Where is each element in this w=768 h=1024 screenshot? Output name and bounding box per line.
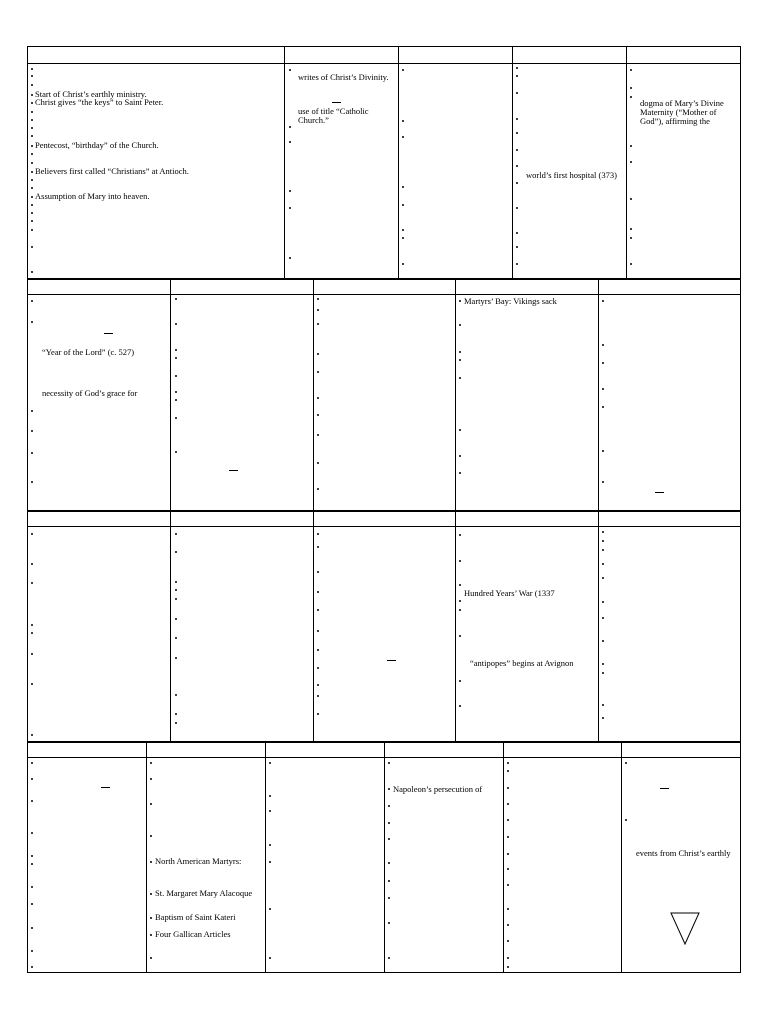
row-2-header-line [27,294,741,295]
row2-cell5-dash [655,492,664,493]
bullet [630,263,632,265]
row1-cell2-text-1: writes of Christ’s Divinity. [298,72,389,82]
bullet [31,778,33,780]
bullet [175,349,177,351]
bullet [317,298,319,300]
bullet [31,481,33,483]
bullet [402,186,404,188]
row4-cell2-text-3: Baptism of Saint Kateri [155,912,236,922]
bullet [175,618,177,620]
row-3-header-line [27,526,741,527]
bullet [289,69,291,71]
bullet [630,161,632,163]
bullet [31,127,33,129]
bullet [31,84,33,86]
row-3-divider-3 [455,511,456,742]
row2-cell1-text-1: “Year of the Lord” (c. 527) [42,347,135,357]
bullet [602,388,604,390]
bullet [31,430,33,432]
bullet [516,118,518,120]
bullet [31,762,33,764]
bullet [507,836,509,838]
bullet [317,488,319,490]
row3-cell4-text-1: Hundred Years’ War (1337 [464,588,555,598]
bullet [602,540,604,542]
bullet [317,397,319,399]
bullet [31,196,33,198]
bullet [31,886,33,888]
bullet [459,472,461,474]
bullet [31,229,33,231]
bullet [625,762,627,764]
bullet [269,908,271,910]
bullet [150,803,152,805]
row-1-divider-2 [398,46,399,279]
bullet [507,803,509,805]
bullet [31,927,33,929]
row-4-divider-3 [384,742,385,973]
bullet [175,451,177,453]
bullet [459,351,461,353]
bullet [150,778,152,780]
bullet [625,819,627,821]
bullet [317,609,319,611]
bullet [175,533,177,535]
bullet [31,111,33,113]
bullet [317,414,319,416]
row3-cell4-text-2: “antipopes” begins at Avignon [470,658,574,668]
bullet [516,67,518,69]
bullet [388,805,390,807]
bullet [31,220,33,222]
bullet [507,853,509,855]
bullet [31,452,33,454]
row-3-divider-2 [313,511,314,742]
bullet [269,795,271,797]
bullet [459,377,461,379]
bullet [602,481,604,483]
row-2-divider-2 [313,279,314,511]
row4-cell6-text-1: events from Christ’s earthly [636,848,731,858]
bullet [602,362,604,364]
bullet [150,893,152,895]
bullet [269,957,271,959]
bullet [516,165,518,167]
bullet [516,75,518,77]
bullet [31,832,33,834]
bullet [630,198,632,200]
bullet [459,609,461,611]
bullet [630,237,632,239]
bullet [269,861,271,863]
bullet [388,838,390,840]
bullet [317,591,319,593]
bullet [602,450,604,452]
row4-cell2-text-2: St. Margaret Mary Alacoque [155,888,253,898]
bullet [388,880,390,882]
row-2-divider-1 [170,279,171,511]
bullet [175,694,177,696]
bullet [150,917,152,919]
bullet [507,966,509,968]
bullet [150,762,152,764]
bullet [602,344,604,346]
bullet [317,695,319,697]
bullet [507,940,509,942]
bullet [516,207,518,209]
bullet [459,455,461,457]
bullet [289,141,291,143]
bullet [602,563,604,565]
bullet [175,657,177,659]
bullet [289,207,291,209]
bullet [31,563,33,565]
bullet [507,819,509,821]
bullet [507,762,509,764]
bullet [516,232,518,234]
bullet [150,934,152,936]
row1-cell1-text-5: Assumption of Mary into heaven. [35,191,150,201]
bullet [31,271,33,273]
bullet [31,94,33,96]
bullet [175,589,177,591]
bullet [402,204,404,206]
row2-cell4-text-1: Martyrs’ Bay: Vikings sack [464,296,557,306]
bullet [459,560,461,562]
bullet [459,359,461,361]
bullet [150,835,152,837]
bullet [459,534,461,536]
bullet [150,957,152,959]
bullet [630,145,632,147]
bullet [459,705,461,707]
bullet [150,861,152,863]
bullet [459,635,461,637]
row3-cell3-dash [387,660,396,661]
timeline-row-3 [27,511,741,742]
bullet [516,149,518,151]
bullet [317,684,319,686]
bullet [459,300,461,302]
bullet [602,577,604,579]
bullet [402,120,404,122]
bullet [31,204,33,206]
bullet [516,132,518,134]
bullet [317,571,319,573]
row4-cell2-text-1: North American Martyrs: [155,856,242,866]
bullet [31,300,33,302]
bullet [31,683,33,685]
bullet [507,957,509,959]
bullet [388,862,390,864]
bullet [388,897,390,899]
bullet [602,717,604,719]
bullet [31,68,33,70]
bullet [602,704,604,706]
bullet [402,237,404,239]
bullet [175,357,177,359]
bullet [31,119,33,121]
bullet [269,844,271,846]
bullet [507,770,509,772]
bullet [31,102,33,104]
bullet [175,637,177,639]
bullet [507,868,509,870]
row-4-divider-2 [265,742,266,973]
row-2-divider-4 [598,279,599,511]
row-1-divider-1 [284,46,285,279]
bullet [31,533,33,535]
bullet [31,632,33,634]
bullet [602,672,604,674]
bullet [507,908,509,910]
bullet [31,863,33,865]
bullet [317,434,319,436]
bullet [388,788,390,790]
row1-cell1-text-1: Start of Christ’s earthly ministry. [35,89,147,99]
bullet [31,179,33,181]
bullet [317,649,319,651]
bullet [602,300,604,302]
row-4-divider-4 [503,742,504,973]
bullet [31,135,33,137]
bullet [269,810,271,812]
bullet [459,600,461,602]
bullet [175,391,177,393]
bullet [602,640,604,642]
bullet [516,92,518,94]
bullet [31,212,33,214]
bullet [402,263,404,265]
bullet [388,762,390,764]
down-triangle-icon [670,912,700,946]
row-4-divider-1 [146,742,147,973]
bullet [388,922,390,924]
row4-cell6-dash [660,788,669,789]
bullet [175,722,177,724]
bullet [602,406,604,408]
bullet [175,581,177,583]
bullet [516,182,518,184]
bullet [31,966,33,968]
bullet [602,549,604,551]
row1-cell2-text-2: use of title “Catholic Church.” [298,106,369,125]
row1-cell5-text-1: dogma of Mary’s Divine Maternity (“Mother of God”), affirming the [640,98,724,126]
bullet [630,96,632,98]
row-1-divider-4 [626,46,627,279]
bullet [175,298,177,300]
bullet [602,617,604,619]
bullet [31,800,33,802]
bullet [31,855,33,857]
bullet [289,126,291,128]
bullet [31,903,33,905]
bullet [31,582,33,584]
bullet [630,87,632,89]
bullet [317,533,319,535]
bullet [516,246,518,248]
bullet [402,229,404,231]
bullet [175,417,177,419]
bullet [317,630,319,632]
bullet [459,680,461,682]
row1-cell1-text-2: Christ gives “the keys” to Saint Peter. [35,97,164,107]
bullet [289,257,291,259]
bullet [31,321,33,323]
row1-cell1-text-3: Pentecost, “birthday” of the Church. [35,140,159,150]
row4-cell1-dash [101,787,110,788]
row-2-divider-3 [455,279,456,511]
row1-cell1-text-4: Believers first called “Christians” at Antioch. [35,166,189,176]
bullet [175,551,177,553]
bullet [31,153,33,155]
bullet [317,371,319,373]
row1-cell2-dash [332,102,341,103]
row2-cell1-text-2: necessity of God’s grace for [42,388,138,398]
bullet [31,624,33,626]
bullet [602,531,604,533]
bullet [507,884,509,886]
bullet [317,353,319,355]
bullet [507,787,509,789]
bullet [31,171,33,173]
row2-cell2-dash [229,470,238,471]
bullet [402,69,404,71]
bullet [269,762,271,764]
bullet [317,323,319,325]
bullet [516,263,518,265]
bullet [317,713,319,715]
bullet [175,375,177,377]
bullet [317,667,319,669]
bullet [31,75,33,77]
bullet [31,734,33,736]
bullet [459,584,461,586]
bullet [402,136,404,138]
row-3-divider-4 [598,511,599,742]
row-3-divider-1 [170,511,171,742]
row1-cell4-text-1: world’s first hospital (373) [526,170,617,180]
bullet [602,663,604,665]
bullet [175,713,177,715]
bullet [317,462,319,464]
bullet [31,410,33,412]
bullet [459,429,461,431]
row4-cell4-text-1: Napoleon’s persecution of [393,784,483,794]
bullet [388,822,390,824]
bullet [507,924,509,926]
bullet [31,950,33,952]
bullet [289,190,291,192]
bullet [630,69,632,71]
bullet [31,653,33,655]
bullet [175,598,177,600]
bullet [317,309,319,311]
bullet [31,187,33,189]
bullet [175,399,177,401]
bullet [388,957,390,959]
bullet [459,324,461,326]
row-4-divider-5 [621,742,622,973]
bullet [630,228,632,230]
bullet [31,162,33,164]
bullet [175,323,177,325]
row4-cell2-text-4: Four Gallican Articles [155,929,231,939]
row2-cell1-dash [104,333,113,334]
bullet [317,546,319,548]
bullet [31,246,33,248]
row-1-divider-3 [512,46,513,279]
bullet [31,145,33,147]
bullet [602,601,604,603]
row-1-header-line [27,63,741,64]
